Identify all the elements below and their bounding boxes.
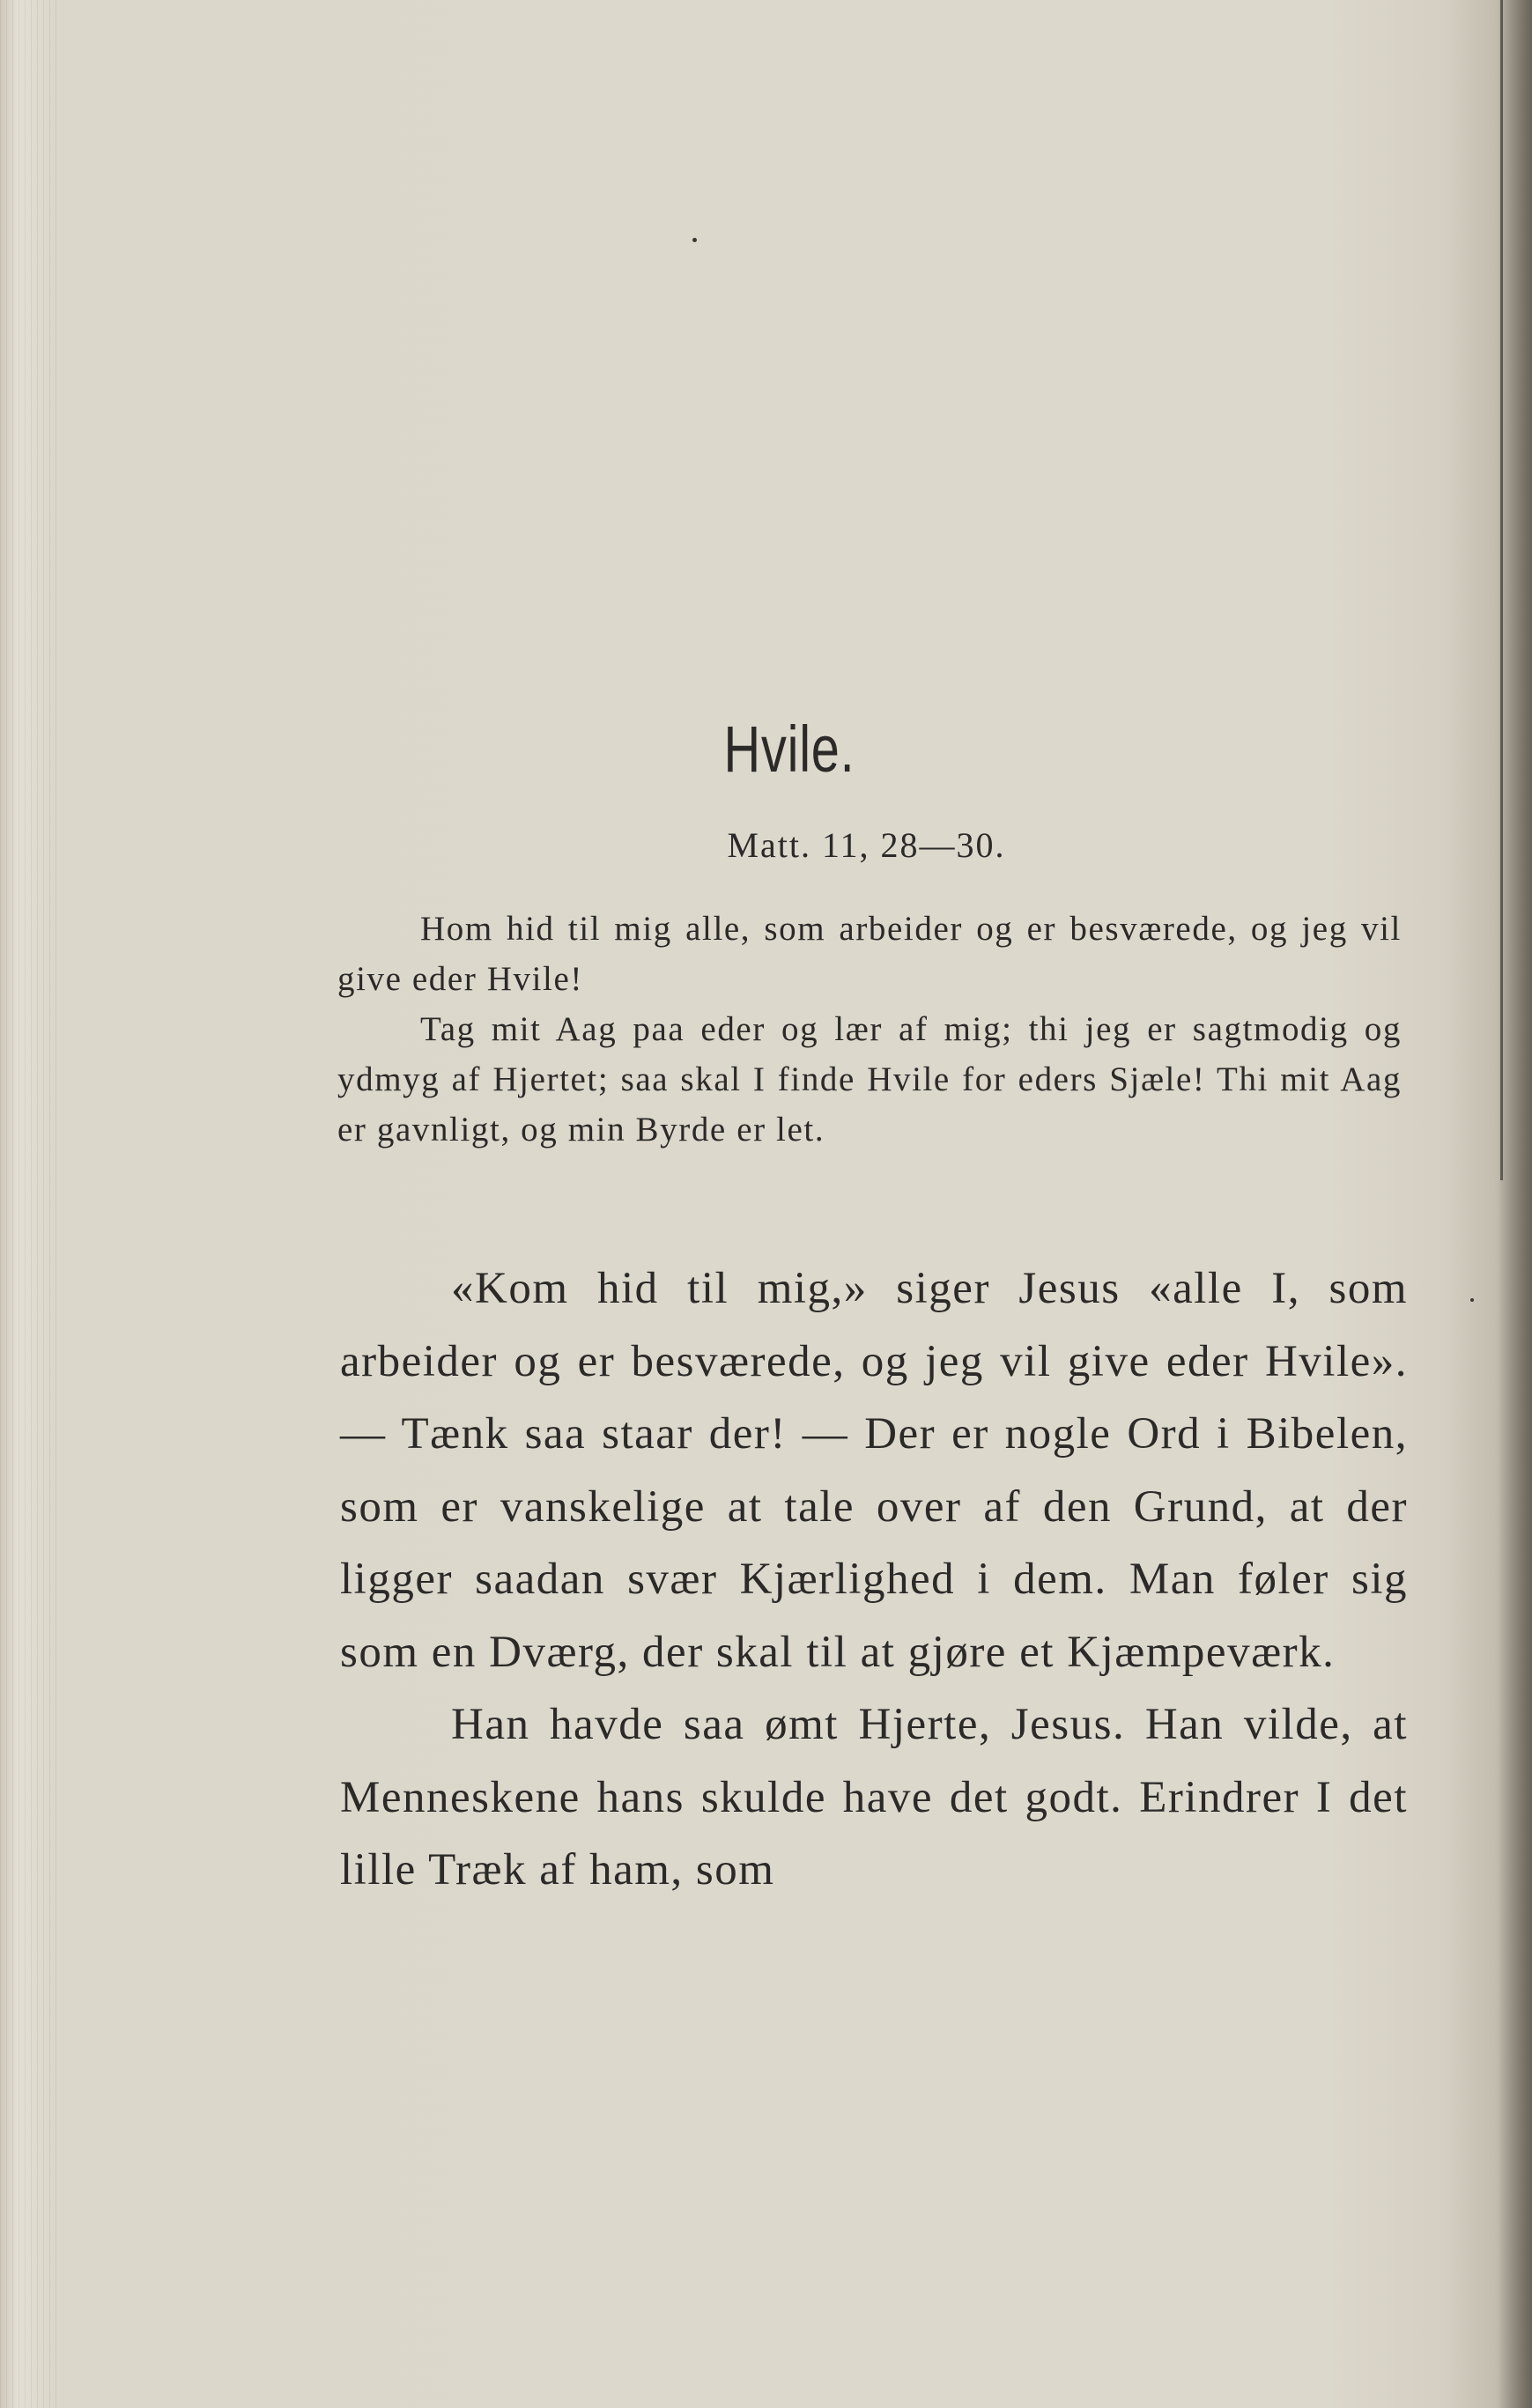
binding-line (1500, 0, 1503, 1180)
sermon-body (340, 1252, 1408, 1907)
body-paragraph: «Kom hid til mig,» siger Jesus «alle I, som arbeider og er besværede, og jeg vil give eder Hvile». — Tænk saa staar der! — Der er nogle Ord i Bibelen, som er vanskelige at tale over af den Grund, at der ligger saadan svær Kjærlighed i dem. Man føler sig som en Dværg, der skal til at gjøre et Kjæmpeværk. (340, 1264, 1408, 1677)
ink-speck (692, 238, 697, 242)
body-paragraph: Han havde saa ømt Hjerte, Jesus. Han vilde, at Menneskene hans skulde have det godt. Erindrer I det lille Træk af ham, som (340, 1700, 1408, 1895)
ink-speck (1470, 1298, 1474, 1302)
scripture-verse (337, 904, 1402, 1155)
scripture-reference (0, 824, 1532, 866)
page-edge-texture (0, 0, 62, 2408)
verse-paragraph: Tag mit Aag paa eder og lær af mig; thi jeg er sagtmodig og ydmyg af Hjertet; saa skal I finde Hvile for eders Sjæle! Thi mit Aag er gavnligt, og min Byrde er let. (337, 1010, 1402, 1149)
verse-paragraph: Hom hid til mig alle, som arbeider og er besværede, og jeg vil give eder Hvile! (337, 910, 1402, 998)
chapter-title: Hvile. (723, 713, 855, 786)
scripture-reference-text: Matt. 11, 28—30. (727, 825, 1006, 865)
